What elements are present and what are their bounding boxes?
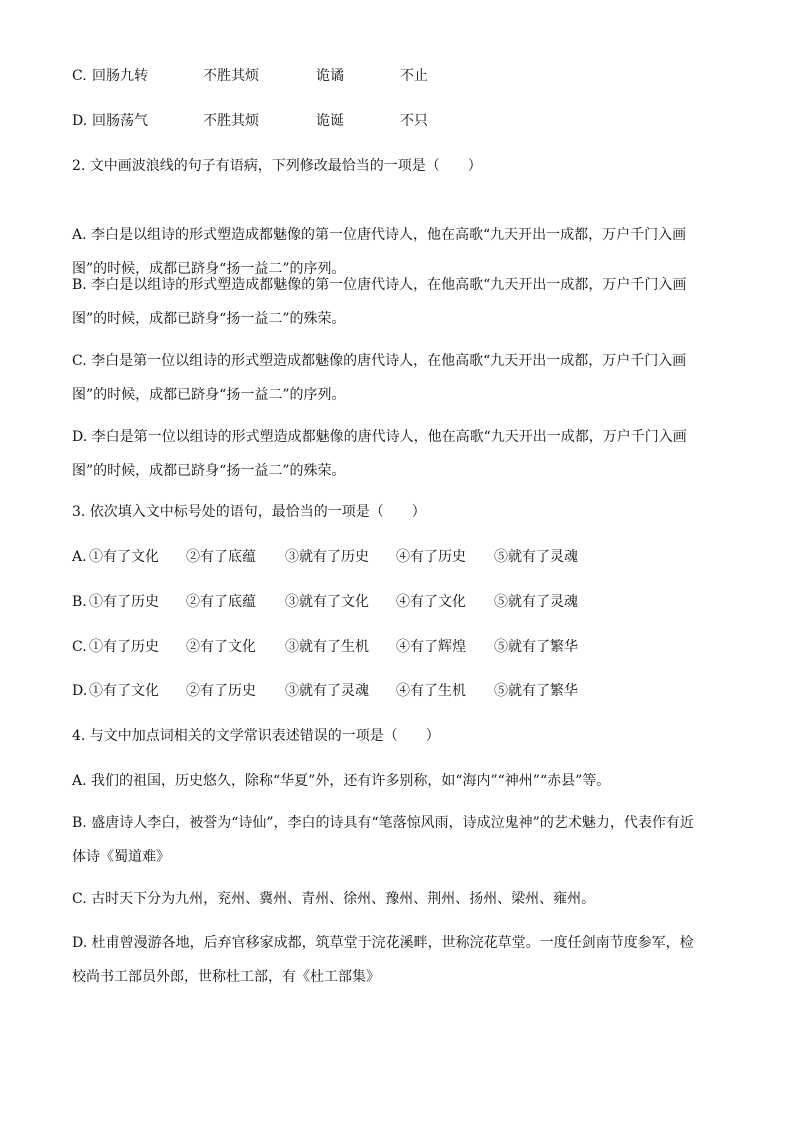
option-item: 回肠九转 bbox=[92, 68, 148, 84]
option-item: ⑤就有了繁华 bbox=[494, 683, 578, 699]
option-item: 回肠荡气 bbox=[92, 113, 148, 129]
option-item: ④有了文化 bbox=[396, 594, 466, 610]
q2-option-b: B. 李白是以组诗的形式塑造成都魅像的第一位唐代诗人，在他高歌“九天开出一成都，万户千门入画图”的时候，成都已跻身“扬一益二”的殊荣。 bbox=[72, 277, 687, 327]
q4-stem: 4. 与文中加点词相关的文学常识表述错误的一项是（ ） bbox=[72, 728, 440, 744]
q3-stem: 3. 依次填入文中标号处的语句，最恰当的一项是（ ） bbox=[72, 504, 426, 520]
option-label: A. bbox=[72, 549, 87, 565]
option-item: ④有了生机 bbox=[396, 683, 466, 699]
option-label: D. bbox=[72, 683, 88, 699]
option-label: B. bbox=[72, 594, 87, 610]
option-item: 不胜其烦 bbox=[203, 113, 259, 129]
q4-option-b: B. 盛唐诗人李白，被誉为“诗仙”，李白的诗具有“笔落惊风雨，诗成泣鬼神”的艺术魅力，代表作有近体诗《蜀道难》 bbox=[72, 815, 694, 865]
option-item: 诡诞 bbox=[316, 113, 344, 129]
q2-stem: 2. 文中画波浪线的句子有语病，下列修改最恰当的一项是（ ） bbox=[72, 158, 482, 174]
option-item: ①有了历史 bbox=[89, 639, 159, 655]
option-label: D. bbox=[72, 113, 88, 129]
option-item: ①有了文化 bbox=[89, 683, 159, 699]
option-item: ①有了历史 bbox=[89, 594, 159, 610]
option-label: C. bbox=[72, 639, 87, 655]
option-item: 不只 bbox=[400, 113, 428, 129]
option-item: ①有了文化 bbox=[89, 549, 159, 565]
q2-option-a: A. 李白是以组诗的形式塑造成都魅像的第一位唐代诗人，他在高歌“九天开出一成都，万户千门入画图”的时候，成都已跻身“扬一益二”的序列。 bbox=[72, 227, 687, 277]
q2-option-d: D. 李白是第一位以组诗的形式塑造成都魅像的唐代诗人，他在高歌“九天开出一成都，万户千门入画图”的时候，成都已跻身“扬一益二”的殊荣。 bbox=[72, 429, 687, 479]
q4-option-d: D. 杜甫曾漫游各地，后弃官移家成都，筑草堂于浣花溪畔，世称浣花草堂。一度任剑南节度参军，检校尚书工部员外郎，世称杜工部，有《杜工部集》 bbox=[72, 935, 694, 985]
option-item: ⑤就有了繁华 bbox=[494, 639, 578, 655]
q4-option-c: C. 古时天下分为九州，兖州、冀州、青州、徐州、豫州、荆州、扬州、梁州、雍州。 bbox=[72, 891, 596, 907]
option-item: ②有了底蕴 bbox=[186, 549, 256, 565]
q4-option-a: A. 我们的祖国，历史悠久，除称“华夏”外，还有许多别称，如“海内”“神州”“赤县”等。 bbox=[72, 773, 611, 789]
option-item: 不胜其烦 bbox=[203, 68, 259, 84]
option-item: ②有了历史 bbox=[186, 683, 256, 699]
option-label: C. bbox=[72, 68, 87, 84]
option-item: ③就有了生机 bbox=[285, 639, 369, 655]
option-item: ⑤就有了灵魂 bbox=[494, 549, 578, 565]
option-item: ③就有了历史 bbox=[285, 549, 369, 565]
q2-option-c: C. 李白是第一位以组诗的形式塑造成都魅像的唐代诗人，在他高歌“九天开出一成都，万户千门入画图”的时候，成都已跻身“扬一益二”的序列。 bbox=[72, 353, 687, 403]
option-item: 诡谲 bbox=[316, 68, 344, 84]
option-item: ⑤就有了灵魂 bbox=[494, 594, 578, 610]
option-item: ③就有了文化 bbox=[285, 594, 369, 610]
option-item: ④有了辉煌 bbox=[396, 639, 466, 655]
option-item: ②有了文化 bbox=[186, 639, 256, 655]
option-item: ②有了底蕴 bbox=[186, 594, 256, 610]
option-item: ③就有了灵魂 bbox=[285, 683, 369, 699]
option-item: 不止 bbox=[400, 68, 428, 84]
option-item: ④有了历史 bbox=[396, 549, 466, 565]
